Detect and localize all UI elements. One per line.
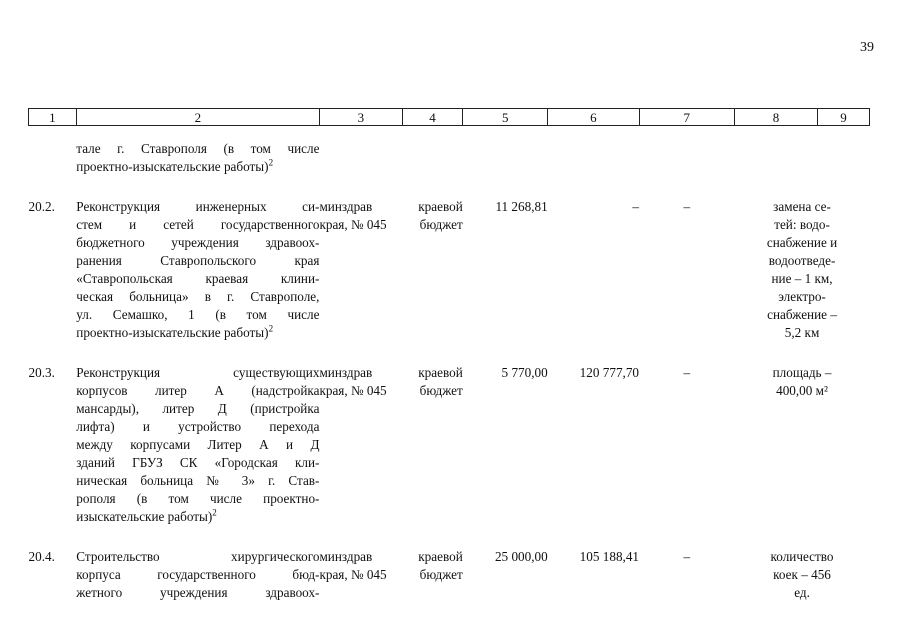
value-col6: 105 188,41 <box>579 549 640 564</box>
responsible-authority: минздрав края, № 045 <box>319 199 387 232</box>
name-line: корпуса государственного бюд- <box>76 567 320 582</box>
object-name <box>76 198 319 342</box>
column-header: 2 <box>76 109 319 126</box>
name-line: корпусов литер А (надстройка <box>76 383 320 398</box>
name-line: Реконструкция инженерных си- <box>76 199 320 214</box>
column-header: 4 <box>402 109 463 126</box>
object-name <box>76 364 319 526</box>
funding-source: краевой бюджет <box>418 199 463 232</box>
value-col6: 120 777,70 <box>579 365 640 380</box>
capacity-description: площадь – 400,00 м² <box>772 365 832 398</box>
value-col7: – <box>683 549 691 564</box>
row-number: 20.4. <box>28 549 55 564</box>
name-line: Строительство хирургического <box>76 549 320 564</box>
name-line: проектно-изыскательские работы) <box>76 325 269 340</box>
name-line: ранения Ставропольского края <box>76 253 320 268</box>
name-line: изыскательские работы) <box>76 509 213 524</box>
investment-table <box>28 108 870 602</box>
table-header-row <box>29 109 870 126</box>
name-line: жетного учреждения здравоох- <box>76 585 320 600</box>
object-name <box>76 548 319 602</box>
responsible-authority: минздрав края, № 045 <box>319 549 387 582</box>
value-col5: 5 770,00 <box>501 365 548 380</box>
table-row-continuation <box>29 140 870 176</box>
value-col5: 11 268,81 <box>495 199 548 214</box>
continuation-text <box>76 140 319 176</box>
name-line: между корпусами Литер А и Д <box>76 437 320 452</box>
page-number: 39 <box>860 40 874 55</box>
name-line: стем и сетей государственного <box>76 217 320 232</box>
footnote-mark: 2 <box>268 157 274 168</box>
value-col5: 25 000,00 <box>494 549 548 564</box>
column-header: 3 <box>319 109 402 126</box>
column-header: 6 <box>548 109 639 126</box>
table-row <box>29 548 870 602</box>
responsible-authority: минздрав края, № 045 <box>319 365 387 398</box>
column-header: 5 <box>463 109 548 126</box>
capacity-description: замена се- тей: водо- снабжение и водоотведе- ние – 1 км, электро- снабжение – 5,2 км <box>766 199 838 340</box>
name-line: ул. Семашко, 1 (в том числе <box>76 307 320 322</box>
name-line: ческая больница» в г. Ставрополе, <box>76 289 320 304</box>
column-header: 9 <box>817 109 869 126</box>
table-row <box>29 364 870 526</box>
name-line: тале г. Ставрополя (в том числе <box>76 141 320 156</box>
row-number: 20.3. <box>28 365 55 380</box>
name-line: лифта) и устройство перехода <box>76 419 320 434</box>
funding-source: краевой бюджет <box>418 549 463 582</box>
table-row <box>29 198 870 342</box>
name-line: проектно-изыскательские работы) <box>76 159 269 174</box>
funding-source: краевой бюджет <box>418 365 463 398</box>
name-line: бюджетного учреждения здравоох- <box>76 235 320 250</box>
name-line: ническая больница № 3» г. Став- <box>76 473 320 488</box>
name-line: «Ставропольская краевая клини- <box>76 271 320 286</box>
footnote-mark: 2 <box>212 507 217 518</box>
column-header: 8 <box>735 109 818 126</box>
name-line: Реконструкция существующих <box>76 365 320 380</box>
footnote-mark: 2 <box>268 323 274 334</box>
column-header: 1 <box>29 109 77 126</box>
name-line: мансарды), литер Д (пристройка <box>76 401 320 416</box>
name-line: зданий ГБУЗ СК «Городская кли- <box>76 455 320 470</box>
value-col6: – <box>632 199 640 214</box>
value-col7: – <box>683 199 691 214</box>
row-number: 20.2. <box>28 199 55 214</box>
capacity-description: количество коек – 456 ед. <box>770 549 834 600</box>
value-col7: – <box>683 365 691 380</box>
name-line: рополя (в том числе проектно- <box>76 491 320 506</box>
column-header: 7 <box>639 109 735 126</box>
